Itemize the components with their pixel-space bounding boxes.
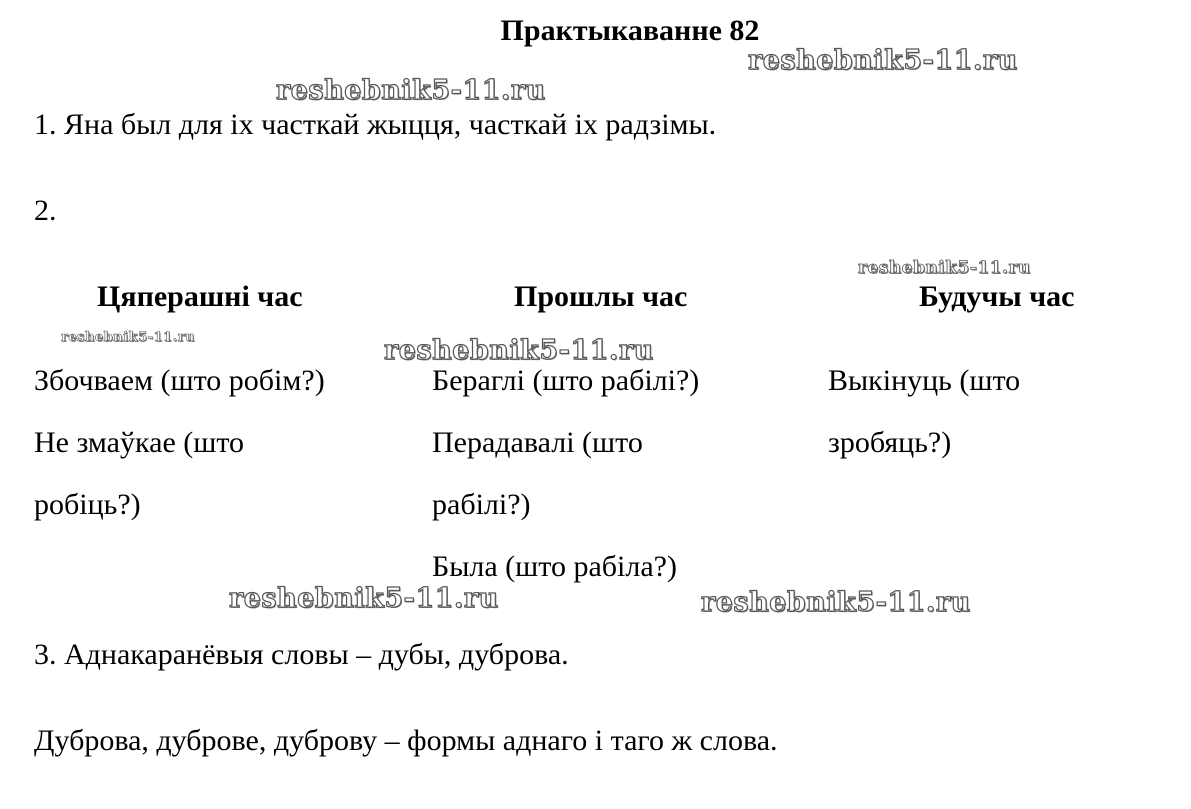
past-line-2: Перадавалі (што bbox=[432, 426, 643, 459]
column-header-future: Будучы час bbox=[919, 280, 1075, 313]
present-line-1: Збочваем (што робім?) bbox=[34, 364, 325, 397]
past-line-3: рабілі?) bbox=[432, 488, 531, 521]
future-line-1: Выкінуць (што bbox=[828, 364, 1021, 397]
watermark-logo: reshebnik5-11.ru bbox=[701, 587, 971, 618]
watermark-logo: reshebnik5-11.ru bbox=[229, 583, 499, 614]
past-line-1: Берaглі (што рабілі?) bbox=[432, 364, 700, 397]
column-header-present: Цяперашні час bbox=[97, 280, 303, 313]
watermark-logo: reshebnik5-11.ru bbox=[61, 330, 196, 345]
task3-line-2: Дуброва, дуброве, дуброву – формы аднаго і таго ж слова. bbox=[34, 724, 778, 757]
page-title: Практыкаванне 82 bbox=[500, 14, 760, 47]
future-line-2: зробяць?) bbox=[828, 426, 952, 459]
present-line-3: робіць?) bbox=[34, 488, 141, 521]
task3-line-1: 3. Аднакаранёвыя словы – дубы, дуброва. bbox=[34, 638, 569, 671]
task1-text: 1. Яна был для іх часткай жыцця, часткай іх радзімы. bbox=[34, 108, 717, 141]
past-line-4: Была (што рабіла?) bbox=[432, 550, 677, 583]
watermark-logo: reshebnik5-11.ru bbox=[384, 335, 654, 366]
watermark-logo: reshebnik5-11.ru bbox=[276, 75, 546, 106]
column-header-past: Прошлы час bbox=[514, 280, 688, 313]
task2-number: 2. bbox=[34, 194, 57, 227]
present-line-2: Не змаўкае (што bbox=[34, 426, 245, 459]
watermark-logo: reshebnik5-11.ru bbox=[858, 258, 1031, 278]
watermark-logo: reshebnik5-11.ru bbox=[748, 45, 1018, 76]
